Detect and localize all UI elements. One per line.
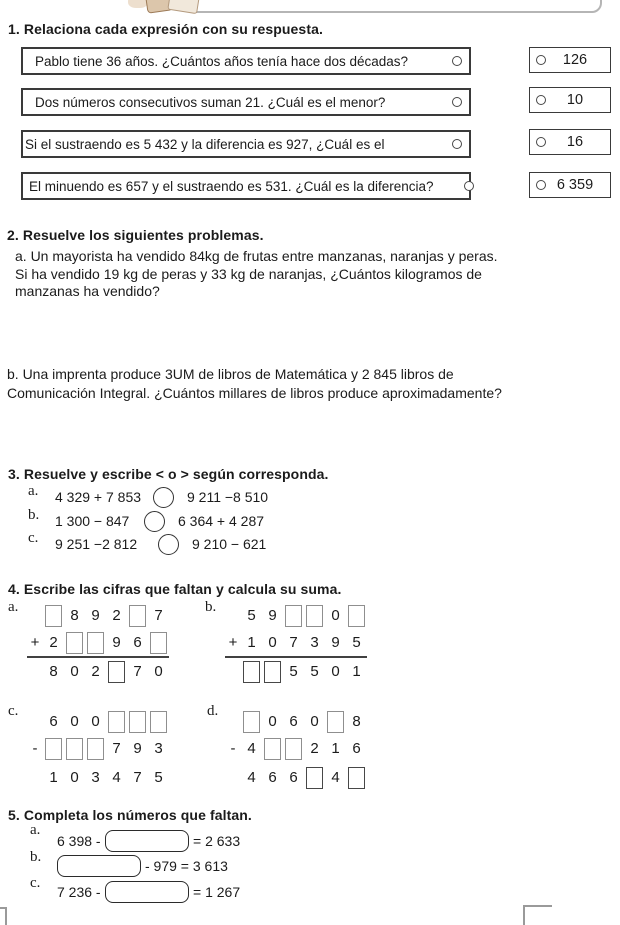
missing-digit-box[interactable] [66,632,83,654]
digit: 5 [289,663,298,680]
digit-cell [283,602,304,629]
item-label: d. [207,703,219,719]
missing-digit-box[interactable] [243,661,260,683]
compare-row [28,530,267,555]
digit: 5 [154,769,163,786]
digit: 0 [268,634,277,651]
section-3-title: 3. Resuelve y escribe < o > según corresponda. [8,466,329,482]
missing-digit-box[interactable] [285,605,302,627]
radio-circle-icon[interactable] [536,55,546,65]
statement-text: Dos números consecutivos suman 21. ¿Cuál es el menor? [35,94,386,110]
arithmetic-row [27,735,169,762]
item-label: a. [30,822,41,838]
missing-digit-box[interactable] [285,738,302,760]
left-expression: 4 329 + 7 853 [55,489,142,505]
statement-text: Si el sustraendo es 5 432 y la diferencia es 927, ¿Cuál es el [25,136,385,152]
digit: 0 [154,663,163,680]
missing-digit-box[interactable] [45,605,62,627]
arithmetic-row [27,602,169,629]
answer-value: 16 [566,134,584,150]
compare-row [28,483,269,508]
digit-cell [262,658,283,685]
missing-digit-box[interactable] [108,711,125,733]
paragraph-line: Comunicación Integral. ¿Cuántos millares de libros produce aproximadamente? [7,384,502,401]
answer-box [529,172,611,198]
arithmetic-row [27,708,169,735]
section-2-title: 2. Resuelve los siguientes problemas. [7,227,264,243]
digit: 1 [352,663,361,680]
equation-right: = 1 267 [193,884,241,900]
digit: 0 [70,663,79,680]
digit: 7 [133,663,142,680]
digit-cell [283,735,304,762]
comparison-circle-icon[interactable] [144,511,165,532]
compare-row [28,507,265,532]
digit: 0 [70,713,79,730]
digit: 3 [154,740,163,757]
digit-cell [85,629,106,656]
arithmetic-row [27,658,169,685]
digit: 3 [310,634,319,651]
digit: 7 [289,634,298,651]
digit-cell [148,629,169,656]
digit-cell [241,658,262,685]
digit-cell [127,708,148,735]
digit: 9 [91,607,100,624]
digit: 0 [310,713,319,730]
item-label: b. [30,849,42,865]
statement-text: El minuendo es 657 y el sustraendo es 531. ¿Cuál es la diferencia? [29,178,434,194]
section-5-title: 5. Completa los números que faltan. [8,807,252,823]
digit: 7 [112,740,121,757]
digit: 5 [352,634,361,651]
arithmetic-grid [27,708,169,791]
digit-cell [304,764,325,791]
paragraph-line: a. Un mayorista ha vendido 84kg de frutas entre manzanas, naranjas y peras. [15,248,498,264]
missing-digit-box[interactable] [150,632,167,654]
page-corner-mark-right [523,905,525,925]
digit: 1 [331,740,340,757]
left-expression: 9 251 −2 812 [55,536,138,552]
paragraph-line: Si ha vendido 19 kg de peras y 33 kg de naranjas, ¿Cuántos kilogramos de [15,265,482,282]
missing-number-box[interactable] [105,830,189,852]
page-corner-mark-left [5,907,7,925]
complete-number-row [57,829,240,853]
equation-right: - 979 = 3 613 [145,858,228,874]
digit-cell [148,708,169,735]
arithmetic-row [225,629,367,656]
digit-cell [64,735,85,762]
arithmetic-row [27,629,169,656]
operator-spacer [225,708,241,735]
missing-digit-box[interactable] [306,767,323,789]
arithmetic-row [225,735,367,762]
digit-cell [106,708,127,735]
digit: 1 [49,769,58,786]
digit: 2 [112,607,121,624]
item-label: a. [8,599,19,615]
radio-circle-icon[interactable] [536,95,546,105]
digit: 2 [310,740,319,757]
complete-number-row [57,880,240,904]
answer-box [529,129,611,155]
digit-cell [346,602,367,629]
missing-digit-box[interactable] [306,605,323,627]
digit-cell [262,735,283,762]
arithmetic-row [27,764,169,791]
digit: 0 [268,713,277,730]
digit-cell [325,708,346,735]
missing-digit-box[interactable] [66,738,83,760]
digit: 9 [112,634,121,651]
digit: 4 [247,769,256,786]
statement-box [21,130,471,158]
digit: 5 [310,663,319,680]
digit: 9 [268,607,277,624]
arithmetic-grid [225,602,367,685]
digit: 4 [112,769,121,786]
arithmetic-row [225,602,367,629]
operator-spacer [27,764,43,791]
right-expression: 9 210 − 621 [192,536,267,552]
radio-circle-icon[interactable] [452,97,462,107]
digit-cell [127,602,148,629]
digit-cell [106,658,127,685]
digit: 0 [331,607,340,624]
arithmetic-row [225,708,367,735]
equation-left: 6 398 - [57,833,101,849]
digit: 2 [49,634,58,651]
paragraph-line: b. Una imprenta produce 3UM de libros de Matemática y 2 845 libros de [7,366,454,382]
operator-spacer [225,658,241,685]
radio-circle-icon[interactable] [536,137,546,147]
problem-a-paragraph [15,248,498,301]
digit: 6 [49,713,58,730]
missing-digit-box[interactable] [348,605,365,627]
digit: 9 [331,634,340,651]
answer-value: 126 [562,52,588,68]
missing-digit-box[interactable] [150,711,167,733]
equation-right: = 2 633 [193,833,241,849]
radio-circle-icon[interactable] [536,180,546,190]
digit: 0 [70,769,79,786]
comparison-circle-icon[interactable] [153,487,174,508]
statement-box [21,88,471,116]
paragraph-line: manzanas ha vendido? [15,283,160,299]
digit-cell [241,708,262,735]
missing-digit-box[interactable] [264,661,281,683]
answer-box [529,47,611,73]
operator-spacer [225,602,241,629]
missing-digit-box[interactable] [327,711,344,733]
arithmetic-grid [27,602,169,685]
item-label: c. [30,875,41,891]
digit-cell [304,602,325,629]
item-label: c. [8,703,19,719]
section-1-title: 1. Relaciona cada expresión con su respuesta. [8,21,323,37]
digit: 2 [91,663,100,680]
operator-sign: - [32,740,38,757]
digit: 6 [133,634,142,651]
digit-cell [346,764,367,791]
digit: 0 [331,663,340,680]
answer-value: 10 [566,92,584,108]
statement-box [21,172,471,200]
comparison-circle-icon[interactable] [158,534,179,555]
digit: 1 [247,634,256,651]
operator-sign: + [30,634,40,651]
digit-cell [43,735,64,762]
answer-box [529,87,611,113]
missing-digit-box[interactable] [108,661,125,683]
digit: 6 [352,740,361,757]
digit: 5 [247,607,256,624]
item-label: c. [28,530,39,546]
right-expression: 6 364 + 4 287 [178,513,265,529]
arithmetic-row [225,658,367,685]
digit: 4 [331,769,340,786]
missing-digit-box[interactable] [87,738,104,760]
answer-value: 6 359 [556,177,594,193]
item-label: b. [28,507,40,523]
missing-number-box[interactable] [105,881,189,903]
section-4-title: 4. Escribe las cifras que faltan y calcula su suma. [8,581,342,597]
statement-text: Pablo tiene 36 años. ¿Cuántos años tenía hace dos décadas? [35,53,409,69]
missing-digit-box[interactable] [129,711,146,733]
radio-circle-icon[interactable] [452,56,462,66]
digit-cell [43,602,64,629]
item-label: a. [28,483,39,499]
problem-b-paragraph [7,365,502,402]
missing-digit-box[interactable] [45,738,62,760]
arithmetic-grid [225,708,367,791]
top-illustration-fragment [167,0,200,14]
missing-digit-box[interactable] [264,738,281,760]
missing-digit-box[interactable] [129,605,146,627]
digit: 6 [289,769,298,786]
digit: 8 [70,607,79,624]
page-corner-mark-right [523,905,552,907]
digit: 7 [133,769,142,786]
operator-spacer [225,764,241,791]
operator-spacer [27,708,43,735]
digit: 6 [268,769,277,786]
missing-number-box[interactable] [57,855,141,877]
digit-cell [64,629,85,656]
radio-circle-icon[interactable] [464,181,474,191]
equation-left: 7 236 - [57,884,101,900]
digit: 6 [289,713,298,730]
digit: 9 [133,740,142,757]
missing-digit-box[interactable] [348,767,365,789]
operator-spacer [27,602,43,629]
operator-sign: - [230,740,236,757]
operator-spacer [27,658,43,685]
digit: 4 [247,740,256,757]
missing-digit-box[interactable] [243,711,260,733]
complete-number-row [57,854,228,878]
missing-digit-box[interactable] [87,632,104,654]
digit: 3 [91,769,100,786]
radio-circle-icon[interactable] [452,139,462,149]
digit: 8 [49,663,58,680]
right-expression: 9 211 −8 510 [187,489,269,505]
operator-sign: + [228,634,238,651]
item-label: b. [205,599,217,615]
statement-box [21,47,471,75]
digit-cell [85,735,106,762]
digit: 0 [91,713,100,730]
digit: 7 [154,607,163,624]
top-panel-edge [186,0,602,13]
arithmetic-row [225,764,367,791]
digit: 8 [352,713,361,730]
left-expression: 1 300 − 847 [55,513,130,529]
